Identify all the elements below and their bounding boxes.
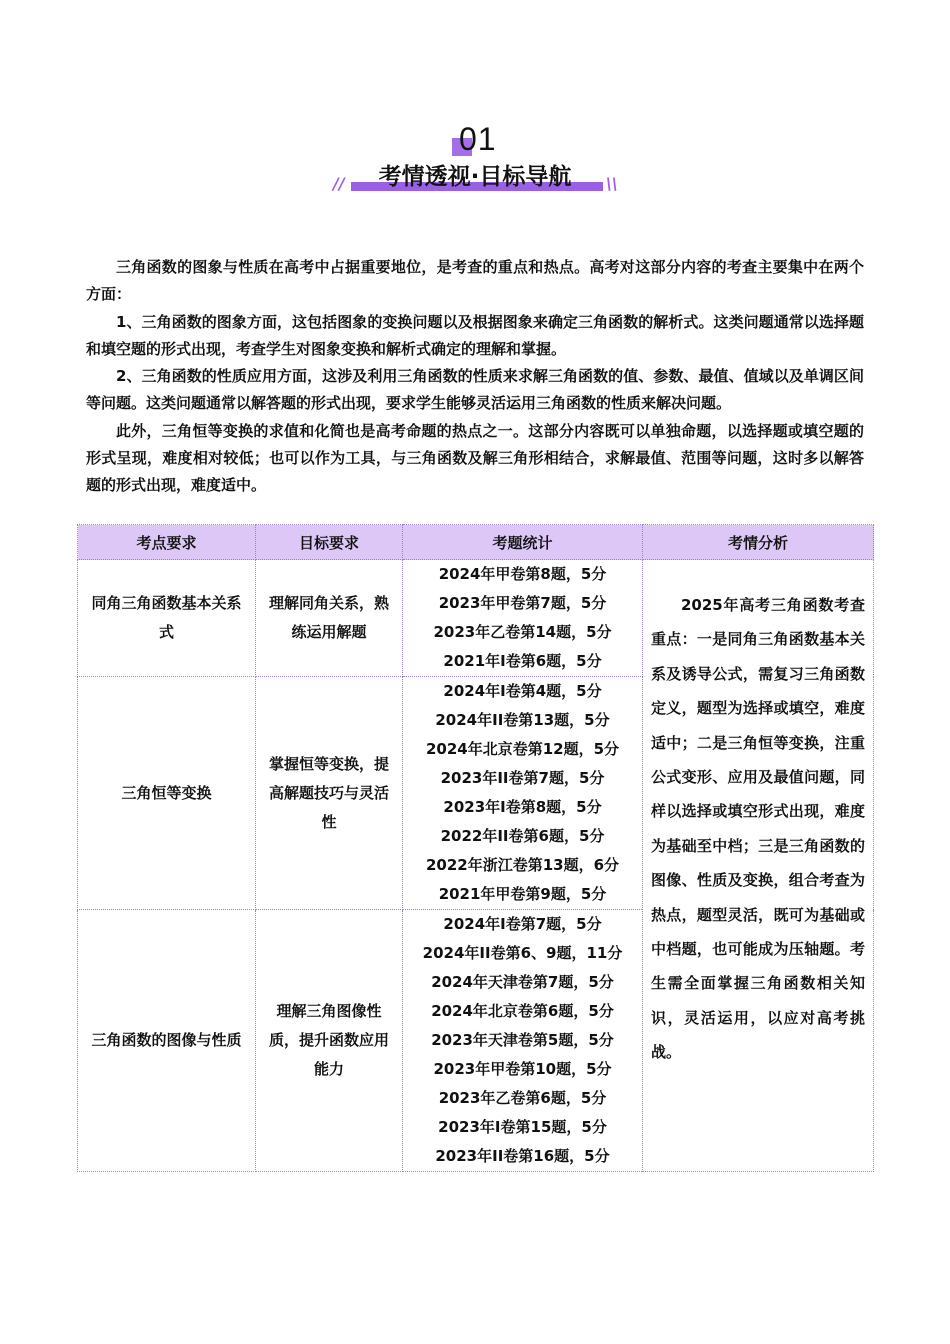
stat-item: 2023年乙卷第14题，5分 xyxy=(433,623,612,641)
stat-item: 2023年甲卷第10题，5分 xyxy=(433,1060,612,1078)
stat-item: 2024年北京卷第12题，5分 xyxy=(425,740,620,758)
stats-cell xyxy=(403,560,643,677)
stat-item: 2024年甲卷第8题，5分 xyxy=(438,565,607,583)
topic-cell: 三角恒等变换 xyxy=(78,677,256,910)
stat-item: 2024年北京卷第6题，5分 xyxy=(431,1002,614,1020)
intro-paragraph: 1、三角函数的图象方面，这包括图象的变换问题以及根据图象来确定三角函数的解析式。这类问题通常以选择题和填空题的形式出现，考查学生对图象变换和解析式确定的理解和掌握。 xyxy=(86,312,864,358)
stat-item: 2023年甲卷第7题，5分 xyxy=(438,594,607,612)
stats-cell xyxy=(403,910,643,1172)
section-number: 01 xyxy=(459,121,497,157)
intro-text xyxy=(86,254,864,500)
topic-cell: 三角函数的图像与性质 xyxy=(78,910,256,1172)
analysis-cell xyxy=(643,560,874,1172)
stat-item: 2021年I卷第6题，5分 xyxy=(443,652,602,670)
section-header xyxy=(0,120,950,200)
intro-paragraph: 此外，三角恒等变换的求值和化简也是高考命题的热点之一。这部分内容既可以单独命题，以选择题或填空题的形式呈现，难度相对较低；也可以作为工具，与三角函数及解三角形相结合，求解最值、范围等问题，这时多以解答题的形式出现，难度适中。 xyxy=(86,421,864,495)
stat-item: 2023年II卷第7题，5分 xyxy=(440,769,605,787)
analysis-text: 2025年高考三角函数考查重点：一是同角三角函数基本关系及诱导公式，需复习三角函数定义，题型为选择或填空，难度适中；二是三角恒等变换，注重公式变形、应用及最值问题，同样以选择或填空形式出现，难度为基础至中档；三是三角函数的图像、性质及变换，组合考查为热点，题型灵活，既可为基础或中档题，也可能成为压轴题。考生需全面掌握三角函数相关知识，灵活运用，以应对高考挑战。 xyxy=(651,596,865,1062)
header-stats: 考题统计 xyxy=(403,525,643,560)
header-topic: 考点要求 xyxy=(78,525,256,560)
stat-item: 2023年乙卷第6题，5分 xyxy=(438,1089,607,1107)
stat-item: 2024年II卷第13题，5分 xyxy=(435,711,610,729)
stat-item: 2024年I卷第7题，5分 xyxy=(443,915,602,933)
stat-item: 2023年天津卷第5题，5分 xyxy=(431,1031,614,1049)
goal-cell: 理解同角关系，熟练运用解题 xyxy=(256,560,403,677)
intro-paragraph: 三角函数的图象与性质在高考中占据重要地位，是考查的重点和热点。高考对这部分内容的考查主要集中在两个方面： xyxy=(86,258,864,304)
table-header-row xyxy=(78,525,874,560)
goal-cell: 理解三角图像性质，提升函数应用能力 xyxy=(256,910,403,1172)
slash-decoration-left: // xyxy=(333,174,345,193)
topic-cell: 同角三角函数基本关系式 xyxy=(78,560,256,677)
stat-item: 2022年浙江卷第13题，6分 xyxy=(425,856,620,874)
stat-item: 2023年I卷第15题，5分 xyxy=(438,1118,607,1136)
exam-analysis-table xyxy=(77,524,874,1172)
goal-cell: 掌握恒等变换，提高解题技巧与灵活性 xyxy=(256,677,403,910)
intro-paragraph: 2、三角函数的性质应用方面，这涉及利用三角函数的性质来求解三角函数的值、参数、最值、值域以及单调区间等问题。这类问题通常以解答题的形式出现，要求学生能够灵活运用三角函数的性质来解决问题。 xyxy=(86,367,864,413)
stat-item: 2024年I卷第4题，5分 xyxy=(443,682,602,700)
stat-item: 2024年天津卷第7题，5分 xyxy=(431,973,614,991)
stat-item: 2023年I卷第8题，5分 xyxy=(443,798,602,816)
stats-cell xyxy=(403,677,643,910)
table-row xyxy=(78,560,874,677)
header-analysis: 考情分析 xyxy=(643,525,874,560)
slash-decoration-right: \\ xyxy=(606,174,618,193)
stat-item: 2024年II卷第6、9题，11分 xyxy=(422,944,623,962)
stat-item: 2022年II卷第6题，5分 xyxy=(440,827,605,845)
section-title: 考情透视·目标导航 xyxy=(378,164,572,190)
stat-item: 2021年甲卷第9题，5分 xyxy=(438,885,607,903)
stat-item: 2023年II卷第16题，5分 xyxy=(435,1147,610,1165)
header-goal: 目标要求 xyxy=(256,525,403,560)
